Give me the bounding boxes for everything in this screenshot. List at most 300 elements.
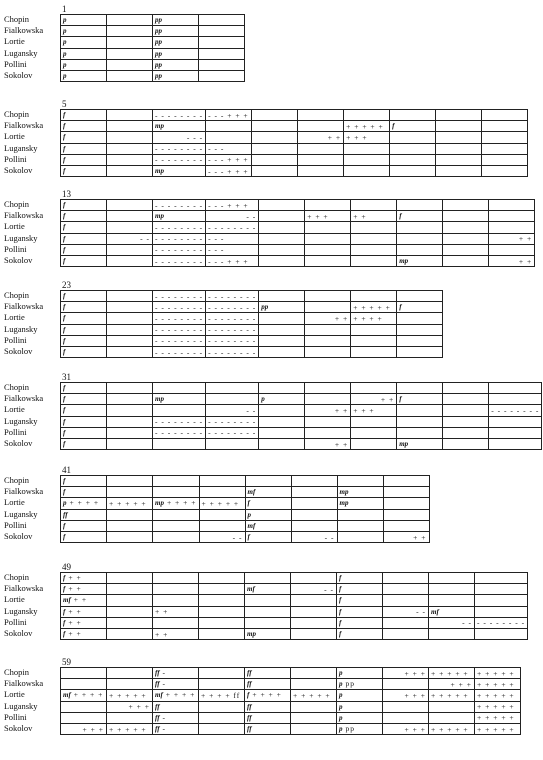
grid-cell: [443, 211, 489, 222]
grid-cell: [199, 617, 245, 628]
grid-cell: [245, 573, 291, 584]
grid-cell: [344, 132, 390, 143]
tempo-symbol: - -: [246, 405, 257, 415]
grid-cell: [107, 405, 153, 416]
tempo-symbol: - - - - - - - -: [155, 234, 204, 244]
grid-cell: [206, 110, 252, 121]
tempo-symbol: - - - - - - - -: [208, 222, 257, 232]
grid-cell: [259, 346, 305, 357]
grid-cell: [291, 509, 337, 520]
system-49: [0, 562, 543, 643]
tempo-symbol: - -: [462, 618, 472, 628]
grid-cell: [482, 121, 528, 132]
tempo-symbol: - - - - - - - -: [208, 428, 257, 438]
grid-cell: [61, 143, 107, 154]
grid-cell: [153, 509, 200, 520]
tempo-symbol: -: [162, 712, 167, 722]
grid-cell: [383, 584, 429, 595]
pianist-name: Sokolov: [4, 345, 33, 356]
dynamic-marking: f: [63, 133, 66, 142]
grid-cell: [397, 222, 443, 233]
grid-cell: [61, 679, 107, 690]
grid-cell: [443, 405, 489, 416]
grid-cell: [351, 302, 397, 313]
tempo-symbol: + +: [68, 629, 82, 639]
grid-cell: [259, 222, 305, 233]
system-5: [0, 99, 543, 180]
grid-cell: [305, 405, 351, 416]
grid-cell: [245, 617, 291, 628]
grid-cell: [107, 712, 153, 723]
grid-cell: [351, 335, 397, 346]
table-row: [61, 200, 535, 211]
grid-cell: [337, 606, 383, 617]
pianist-names: [4, 14, 43, 81]
tempo-symbol: + + +: [82, 724, 104, 734]
pianist-names: [4, 572, 43, 639]
dynamic-marking: mf: [63, 691, 71, 700]
tempo-symbol: + + + + +: [109, 724, 147, 734]
table-row: [61, 291, 443, 302]
grid-cell: [298, 110, 344, 121]
table-row: [61, 438, 542, 449]
grid-cell: [107, 154, 153, 165]
grid-cell: [489, 244, 535, 255]
grid-cell: [397, 405, 443, 416]
tempo-symbol: + +: [68, 584, 82, 594]
grid-cell: [351, 394, 397, 405]
grid-cell: [429, 617, 475, 628]
grid-cell: [245, 701, 291, 712]
table-row: [61, 723, 521, 734]
grid-cell: [390, 143, 436, 154]
grid-cell: [107, 628, 153, 639]
tempo-symbol: + + + + +: [346, 121, 384, 131]
measure-grid: [60, 382, 542, 450]
tempo-symbol: + +: [155, 629, 169, 639]
grid-cell: [383, 476, 429, 487]
grid-cell: [206, 383, 259, 394]
dynamic-marking: f: [339, 585, 342, 594]
grid-cell: [153, 233, 206, 244]
dynamic-marking: ff: [247, 702, 252, 711]
table-row: [61, 476, 430, 487]
grid-cell: [245, 668, 291, 679]
grid-cell: [291, 712, 337, 723]
grid-cell: [206, 427, 259, 438]
grid-cell: [153, 211, 206, 222]
table-row: [61, 584, 528, 595]
grid-cell: [153, 531, 200, 542]
grid-cell: [153, 405, 206, 416]
pianist-name: Lugansky: [4, 508, 38, 519]
dynamic-marking: pp: [155, 38, 162, 47]
grid-cell: [61, 584, 107, 595]
table-row: [61, 26, 245, 37]
grid-cell: [383, 690, 429, 701]
grid-cell: [61, 154, 107, 165]
grid-cell: [305, 200, 351, 211]
grid-cell: [153, 606, 199, 617]
grid-cell: [383, 573, 429, 584]
grid-cell: [429, 701, 475, 712]
table-row: [61, 222, 535, 233]
grid-cell: [107, 617, 153, 628]
grid-cell: [153, 324, 206, 335]
dynamic-marking: pp: [155, 72, 162, 81]
grid-cell: [107, 302, 153, 313]
grid-cell: [397, 394, 443, 405]
pianist-name: Sokolov: [4, 164, 33, 175]
grid-cell: [344, 165, 390, 176]
grid-cell: [259, 200, 305, 211]
grid-cell: [259, 211, 305, 222]
pianist-name: Sokolov: [4, 530, 33, 541]
grid-cell: [475, 628, 528, 639]
grid-cell: [153, 48, 199, 59]
measure-grid: [60, 14, 245, 82]
grid-cell: [107, 200, 153, 211]
grid-cell: [429, 690, 475, 701]
pianist-name: Sokolov: [4, 254, 33, 265]
grid-cell: [61, 121, 107, 132]
tempo-symbol: - - - - - - - -: [155, 222, 204, 232]
grid-cell: [245, 606, 291, 617]
grid-cell: [351, 346, 397, 357]
table-row: [61, 573, 528, 584]
grid-cell: [206, 244, 259, 255]
grid-cell: [344, 110, 390, 121]
pianist-name: Lugansky: [4, 142, 38, 153]
measure-number: 59: [62, 657, 71, 667]
grid-cell: [259, 383, 305, 394]
dynamic-marking: f: [63, 144, 66, 153]
dynamic-marking: mf: [155, 691, 163, 700]
tempo-symbol: - - - - - - - -: [155, 256, 204, 266]
grid-cell: [107, 59, 153, 70]
grid-cell: [107, 668, 153, 679]
table-row: [61, 110, 528, 121]
tempo-symbol: + + + + +: [477, 690, 515, 700]
table-row: [61, 427, 542, 438]
grid-cell: [107, 606, 153, 617]
grid-cell: [107, 723, 153, 734]
dynamic-marking: f: [63, 223, 66, 232]
grid-cell: [443, 255, 489, 266]
grid-cell: [107, 416, 153, 427]
dynamic-marking: f: [63, 585, 66, 594]
grid-cell: [489, 211, 535, 222]
grid-cell: [305, 244, 351, 255]
tempo-symbol: + + + +: [353, 313, 383, 323]
dynamic-marking: pp: [155, 16, 162, 25]
grid-cell: [61, 520, 107, 531]
table-row: [61, 617, 528, 628]
grid-cell: [153, 487, 200, 498]
grid-cell: [61, 668, 107, 679]
dynamic-marking: pp: [155, 49, 162, 58]
grid-cell: [397, 335, 443, 346]
tempo-symbol: -: [162, 668, 167, 678]
dynamic-marking: f: [63, 618, 66, 627]
grid-cell: [291, 679, 337, 690]
tempo-symbol: - - - + + +: [208, 200, 249, 210]
table-row: [61, 233, 535, 244]
grid-cell: [305, 302, 351, 313]
pianist-name: Pollini: [4, 711, 27, 722]
tempo-symbol: - - - - - - - -: [208, 302, 257, 312]
dynamic-marking: f: [339, 574, 342, 583]
table-row: [61, 70, 245, 81]
dynamic-marking: p: [63, 16, 67, 25]
grid-cell: [429, 606, 475, 617]
tempo-symbol: - -: [140, 234, 150, 244]
table-row: [61, 509, 430, 520]
tempo-symbol: + + +: [353, 405, 375, 415]
system-13: [0, 189, 543, 270]
tempo-symbol: - - - - - - - -: [155, 347, 204, 357]
dynamic-marking: p: [339, 725, 343, 734]
pianist-name: Lortie: [4, 404, 25, 415]
grid-cell: [245, 690, 291, 701]
table-row: [61, 154, 528, 165]
grid-cell: [206, 132, 252, 143]
grid-cell: [291, 531, 337, 542]
tempo-symbol: + + + +: [252, 690, 282, 700]
pianist-name: Lortie: [4, 594, 25, 605]
table-row: [61, 121, 528, 132]
dynamic-marking: mf: [247, 521, 256, 530]
grid-cell: [61, 498, 107, 509]
grid-cell: [153, 200, 206, 211]
table-row: [61, 255, 535, 266]
grid-cell: [383, 679, 429, 690]
dynamic-marking: mp: [155, 499, 164, 508]
tempo-symbol: - - -: [186, 132, 204, 142]
grid-cell: [199, 679, 245, 690]
grid-cell: [351, 200, 397, 211]
grid-cell: [259, 335, 305, 346]
grid-cell: [259, 438, 305, 449]
pianist-name: Lugansky: [4, 605, 38, 616]
grid-cell: [390, 110, 436, 121]
table-row: [61, 37, 245, 48]
grid-cell: [291, 520, 337, 531]
grid-cell: [107, 121, 153, 132]
grid-cell: [206, 222, 259, 233]
grid-cell: [475, 723, 521, 734]
grid-cell: [259, 313, 305, 324]
grid-cell: [107, 143, 153, 154]
grid-cell: [206, 165, 252, 176]
grid-cell: [61, 26, 107, 37]
pianist-name: Pollini: [4, 334, 27, 345]
grid-cell: [61, 712, 107, 723]
tempo-symbol: + + + + +: [431, 690, 469, 700]
grid-cell: [199, 476, 245, 487]
grid-cell: [206, 302, 259, 313]
dynamic-marking: f: [63, 574, 66, 583]
grid-cell: [61, 37, 107, 48]
tempo-symbol: + + + + +: [477, 668, 515, 678]
grid-cell: [153, 121, 206, 132]
dynamic-marking: mp: [339, 499, 349, 508]
tempo-symbol: + + +: [346, 132, 368, 142]
dynamic-marking: f: [63, 167, 66, 176]
grid-cell: [305, 335, 351, 346]
pianist-name: Sokolov: [4, 437, 33, 448]
grid-cell: [429, 668, 475, 679]
grid-cell: [489, 222, 535, 233]
pianist-name: Lortie: [4, 131, 25, 142]
table-row: [61, 143, 528, 154]
tempo-symbol: + +: [518, 256, 533, 266]
grid-cell: [107, 498, 153, 509]
grid-cell: [61, 476, 107, 487]
tempo-symbol: - - - + + +: [208, 155, 249, 165]
measure-grid: [60, 475, 430, 543]
dynamic-marking: p: [247, 510, 251, 519]
grid-cell: [199, 37, 245, 48]
measure-grid: [60, 667, 521, 735]
system-1: [0, 4, 543, 85]
grid-cell: [107, 531, 153, 542]
dynamic-marking: mp: [155, 167, 164, 176]
tempo-symbol: - - -: [208, 245, 225, 255]
grid-cell: [153, 59, 199, 70]
grid-cell: [153, 143, 206, 154]
tempo-symbol: - - - - - - - -: [208, 417, 257, 427]
dynamic-marking: f: [63, 384, 66, 393]
grid-cell: [429, 573, 475, 584]
grid-cell: [397, 200, 443, 211]
measure-number: 49: [62, 562, 71, 572]
grid-cell: [337, 595, 383, 606]
grid-cell: [351, 222, 397, 233]
grid-cell: [107, 48, 153, 59]
tempo-symbol: + +: [73, 595, 88, 605]
grid-cell: [475, 606, 528, 617]
dynamic-marking: mp: [339, 488, 349, 497]
grid-cell: [199, 584, 245, 595]
dynamic-marking: p: [63, 49, 67, 58]
grid-cell: [429, 679, 475, 690]
grid-cell: [245, 476, 291, 487]
pianist-name: Chopin: [4, 572, 30, 582]
tempo-symbol: - - - - - - - -: [491, 405, 540, 415]
grid-cell: [291, 595, 337, 606]
grid-cell: [252, 165, 298, 176]
dynamic-marking: f: [63, 406, 66, 415]
table-row: [61, 520, 430, 531]
grid-cell: [337, 487, 383, 498]
grid-cell: [475, 584, 528, 595]
grid-cell: [443, 394, 489, 405]
system-23: [0, 280, 543, 361]
table-row: [61, 211, 535, 222]
tempo-symbol: - - - - - - - -: [155, 200, 204, 210]
table-row: [61, 628, 528, 639]
grid-cell: [61, 606, 107, 617]
grid-cell: [337, 509, 383, 520]
dynamic-marking: f: [399, 212, 402, 221]
pianist-name: Lortie: [4, 497, 25, 508]
pianist-name: Fialkowska: [4, 301, 44, 312]
grid-cell: [206, 211, 259, 222]
grid-cell: [337, 690, 383, 701]
grid-cell: [443, 438, 489, 449]
dynamic-marking: mp: [399, 440, 409, 449]
tempo-symbol: - - -: [208, 234, 225, 244]
grid-cell: [259, 233, 305, 244]
tempo-symbol: - - - - - - - -: [155, 313, 204, 323]
grid-cell: [107, 701, 153, 712]
dynamic-marking: p: [63, 27, 67, 36]
tempo-symbol: + + + + +: [431, 724, 469, 734]
measure-grid: [60, 109, 528, 177]
grid-cell: [489, 394, 542, 405]
grid-cell: [153, 70, 199, 81]
tempo-symbol: + + + +: [73, 690, 104, 700]
grid-cell: [298, 154, 344, 165]
grid-cell: [259, 244, 305, 255]
grid-cell: [153, 723, 199, 734]
pianist-name: Pollini: [4, 243, 27, 254]
tempo-symbol: + +: [327, 132, 342, 142]
table-row: [61, 324, 443, 335]
grid-cell: [429, 584, 475, 595]
grid-cell: [351, 291, 397, 302]
grid-cell: [153, 346, 206, 357]
dynamic-marking: ff: [155, 669, 160, 678]
pianist-name: Lugansky: [4, 323, 38, 334]
tempo-symbol: - - - - - - - -: [477, 618, 526, 628]
dynamic-marking: f: [63, 348, 66, 357]
grid-cell: [252, 143, 298, 154]
pianist-name: Chopin: [4, 199, 30, 209]
grid-cell: [245, 712, 291, 723]
grid-cell: [383, 668, 429, 679]
grid-cell: [305, 233, 351, 244]
dynamic-marking: ff: [155, 725, 160, 734]
grid-cell: [153, 313, 206, 324]
tempo-symbol: pp: [345, 679, 355, 689]
grid-cell: [397, 324, 443, 335]
grid-cell: [397, 233, 443, 244]
dynamic-marking: mp: [399, 257, 409, 266]
grid-cell: [61, 132, 107, 143]
pianist-name: Chopin: [4, 475, 30, 485]
grid-cell: [443, 200, 489, 211]
grid-cell: [199, 531, 245, 542]
grid-cell: [107, 233, 153, 244]
grid-cell: [153, 37, 199, 48]
pianist-names: [4, 475, 43, 542]
dynamic-marking: f: [63, 336, 66, 345]
grid-cell: [153, 26, 199, 37]
grid-cell: [383, 487, 429, 498]
tempo-symbol: + + + + +: [353, 302, 391, 312]
dynamic-marking: f: [63, 477, 66, 486]
grid-cell: [259, 302, 305, 313]
grid-cell: [337, 531, 383, 542]
pianist-name: Lugansky: [4, 47, 38, 58]
grid-cell: [61, 48, 107, 59]
grid-cell: [489, 405, 542, 416]
dynamic-marking: f: [247, 533, 250, 542]
grid-cell: [61, 165, 107, 176]
grid-cell: [107, 346, 153, 357]
